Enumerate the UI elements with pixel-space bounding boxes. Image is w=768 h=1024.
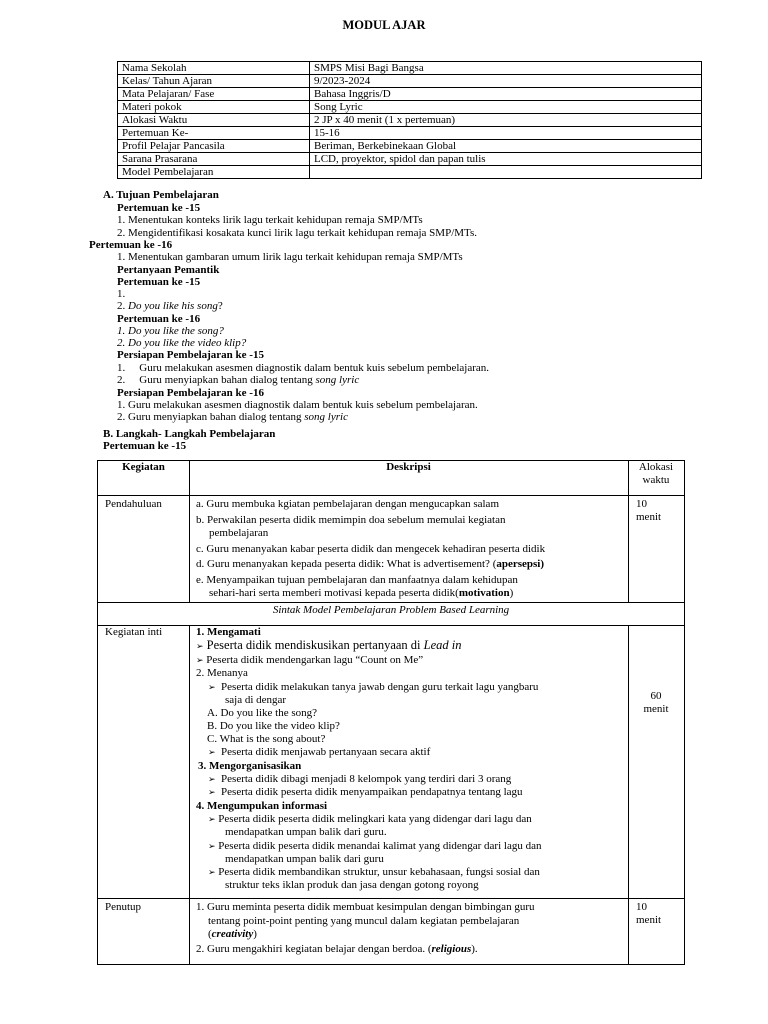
info-row [118, 75, 702, 88]
inti-question-c: C. What is the song about? [207, 733, 326, 745]
row-label-kegiatan-inti: Kegiatan inti [105, 626, 163, 638]
persiapan-p15-item-1: 1. Guru melakukan asesmen diagnostik dalam bentuk kuis sebelum pembelajaran. [117, 362, 490, 374]
info-label: Profil Pelajar Pancasila [118, 140, 310, 153]
tujuan-p16-item-1: 1. Menentukan gambaran umum lirik lagu terkait kehidupan remaja SMP/MTs [117, 251, 463, 263]
inti-step-1-b: ➢ Peserta didik mendengarkan lagu “Count on Me” [196, 654, 424, 666]
info-row [118, 88, 702, 101]
inti-time: 60 menit [643, 690, 669, 715]
penutup-time: 10 menit [636, 901, 662, 926]
inti-step-4: 4. Mengumpukan informasi [196, 800, 328, 812]
langkah-table [97, 460, 685, 965]
pemantik-p16-item-1: 1. Do you like the song? [117, 325, 224, 337]
info-label: Model Pembelajaran [118, 166, 310, 179]
info-label: Alokasi Waktu [118, 114, 310, 127]
info-label: Kelas/ Tahun Ajaran [118, 75, 310, 88]
pemantik-p15-item-2: 2. Do you like his song? [117, 300, 223, 312]
inti-step-1: 1. Mengamati [196, 626, 261, 638]
persiapan-p15-item-2: 2. Guru menyiapkan bahan dialog tentang song lyric [117, 374, 360, 386]
inti-step-3-b: ➢ Peserta didik peserta didik menyampaikan pendapatnya tentang lagu [208, 786, 523, 798]
inti-step-4-b: ➢ Peserta didik peserta didik menandai kalimat yang didengar dari lagu dan [208, 840, 542, 852]
info-label: Nama Sekolah [118, 62, 310, 75]
inti-step-2-a: ➢ Peserta didik melakukan tanya jawab dengan guru terkait lagu yangbaru [208, 681, 539, 693]
penutup-item-1: 1. Guru meminta peserta didik membuat kesimpulan dengan bimbingan guru [196, 901, 535, 913]
arrow-bullet-icon: ➢ [208, 748, 216, 758]
info-value: SMPS Misi Bagi Bangsa [310, 62, 702, 75]
pendahuluan-item-c: c. Guru menanyakan kabar peserta didik dan mengecek kehadiran peserta didik [196, 543, 546, 555]
info-row [118, 114, 702, 127]
row-label-pendahuluan: Pendahuluan [105, 498, 162, 510]
pendahuluan-item-e-cont: sehari-hari serta memberi motivasi kepada peserta didik(motivation) [209, 587, 514, 599]
penutup-item-1-cont: tentang point-point penting yang muncul dalam kegiatan pembelajaran [208, 915, 520, 927]
pemantik-p16-item-2: 2. Do you like the video klip? [117, 337, 247, 349]
arrow-bullet-icon: ➢ [196, 656, 204, 666]
arrow-bullet-icon: ➢ [208, 815, 216, 825]
header-deskripsi: Deskripsi [386, 461, 431, 473]
penutup-item-2: 2. Guru mengakhiri kegiatan belajar dengan berdoa. (religious). [196, 943, 478, 955]
inti-step-1-a: ➢ Peserta didik mendiskusikan pertanyaan di Lead in [196, 638, 462, 652]
arrow-bullet-icon: ➢ [208, 868, 216, 878]
inti-step-4-c: ➢ Peserta didik membandikan struktur, unsur kebahasaan, fungsi sosial dan [208, 866, 540, 878]
inti-step-2-a-cont: saja di dengar [225, 694, 287, 706]
inti-step-3-a: ➢ Peserta didik dibagi menjadi 8 kelompok yang terdiri dari 3 orang [208, 773, 512, 785]
inti-question-a: A. Do you like the song? [207, 707, 317, 719]
inti-question-b: B. Do you like the video klip? [207, 720, 340, 732]
info-value: 15-16 [310, 127, 702, 140]
inti-step-4-c-cont: struktur teks iklan produk dan jasa dengan gotong royong [225, 879, 479, 891]
inti-step-4-a-cont: mendapatkan umpan balik dari guru. [225, 826, 387, 838]
info-row [118, 153, 702, 166]
pemantik-p16-heading: Pertemuan ke -16 [117, 313, 201, 325]
inti-step-3: 3. Mengorganisasikan [198, 760, 302, 772]
tujuan-p15-heading: Pertemuan ke -15 [117, 202, 201, 214]
info-label: Pertemuan Ke- [118, 127, 310, 140]
pendahuluan-item-b-cont: pembelajaran [209, 527, 269, 539]
pendahuluan-item-a: a. Guru membuka kgiatan pembelajaran dengan mengucapkan salam [196, 498, 499, 510]
info-value: Song Lyric [310, 101, 702, 114]
info-row [118, 127, 702, 140]
inti-step-4-a: ➢ Peserta didik peserta didik melingkari kata yang didengar dari lagu dan [208, 813, 532, 825]
pemantik-p15-heading: Pertemuan ke -15 [117, 276, 201, 288]
info-row [118, 166, 702, 179]
info-label: Materi pokok [118, 101, 310, 114]
tujuan-p15-item-1: 1. Menentukan konteks lirik lagu terkait kehidupan remaja SMP/MTs [117, 214, 423, 226]
arrow-bullet-icon: ➢ [208, 775, 216, 785]
penutup-item-1-tag: (creativity) [208, 928, 257, 940]
persiapan-p16-heading: Persiapan Pembelajaran ke -16 [117, 387, 264, 399]
info-value: Beriman, Berkebinekaan Global [310, 140, 702, 153]
info-value [310, 166, 702, 179]
arrow-bullet-icon: ➢ [196, 642, 204, 652]
persiapan-p16-item-2: 2. Guru menyiapkan bahan dialog tentang song lyric [117, 411, 348, 423]
section-b-heading: B. Langkah- Langkah Pembelajaran [103, 428, 276, 440]
section-a-heading: A. Tujuan Pembelajaran [103, 189, 219, 201]
document-title: MODUL AJAR [342, 18, 426, 32]
pertanyaan-pemantik-heading: Pertanyaan Pemantik [117, 264, 220, 276]
pendahuluan-time: 10 menit [636, 498, 662, 523]
tujuan-p15-item-2: 2. Mengidentifikasi kosakata kunci lirik lagu terkait kehidupan remaja SMP/MTs. [117, 227, 478, 239]
header-alokasi: Alokasi waktu [638, 461, 674, 486]
info-row [118, 101, 702, 114]
sintak-row: Sintak Model Pembelajaran Problem Based Learning [272, 604, 510, 616]
persiapan-p16-item-1: 1. Guru melakukan asesmen diagnostik dalam bentuk kuis sebelum pembelajaran. [117, 399, 478, 411]
arrow-bullet-icon: ➢ [208, 788, 216, 798]
header-kegiatan: Kegiatan [122, 461, 165, 473]
info-row [118, 140, 702, 153]
row-label-penutup: Penutup [105, 901, 142, 913]
pendahuluan-item-e: e. Menyampaikan tujuan pembelajaran dan manfaatnya dalam kehidupan [196, 574, 518, 586]
inti-step-2: 2. Menanya [196, 667, 248, 679]
arrow-bullet-icon: ➢ [208, 683, 216, 693]
info-value: 2 JP x 40 menit (1 x pertemuan) [310, 114, 702, 127]
info-value: Bahasa Inggris/D [310, 88, 702, 101]
info-label: Sarana Prasarana [118, 153, 310, 166]
langkah-p15-heading: Pertemuan ke -15 [103, 440, 187, 452]
arrow-bullet-icon: ➢ [208, 842, 216, 852]
inti-step-4-b-cont: mendapatkan umpan balik dari guru [225, 853, 384, 865]
info-row [118, 62, 702, 75]
persiapan-p15-heading: Persiapan Pembelajaran ke -15 [117, 349, 264, 361]
pemantik-p15-item-1: 1. [117, 288, 126, 300]
info-value: LCD, proyektor, spidol dan papan tulis [310, 153, 702, 166]
inti-step-2-b: ➢ Peserta didik menjawab pertanyaan secara aktif [208, 746, 431, 758]
tujuan-p16-heading: Pertemuan ke -16 [89, 239, 173, 251]
info-value: 9/2023-2024 [310, 75, 702, 88]
info-table [117, 61, 702, 179]
pendahuluan-item-d: d. Guru menanyakan kepada peserta didik: What is advertisement? (apersepsi) [196, 558, 545, 570]
pendahuluan-item-b: b. Perwakilan peserta didik memimpin doa sebelum memulai kegiatan [196, 514, 506, 526]
info-label: Mata Pelajaran/ Fase [118, 88, 310, 101]
